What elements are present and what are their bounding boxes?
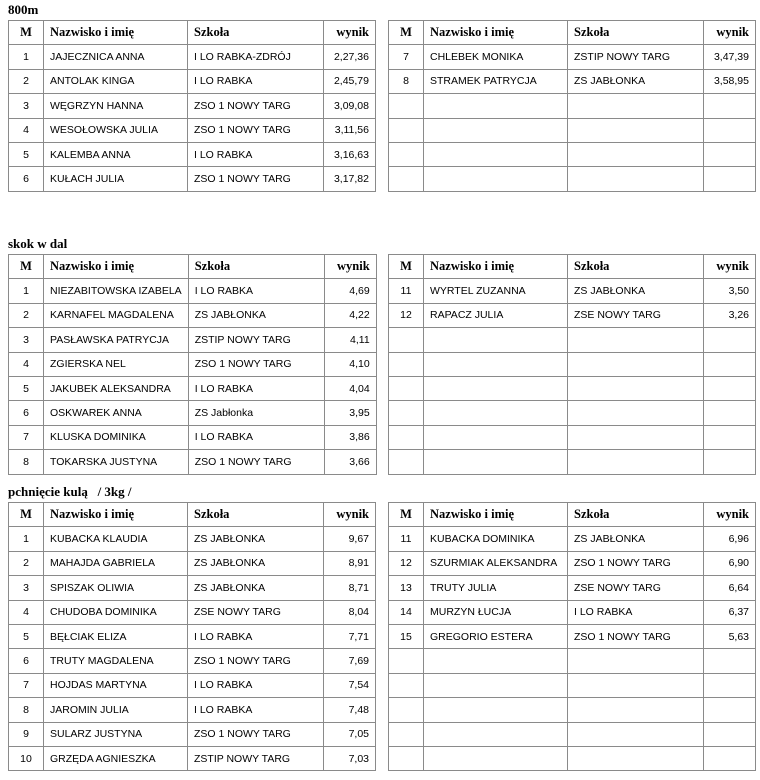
name-cell: CHUDOBA DOMINIKA (44, 600, 188, 624)
place-cell (389, 746, 424, 770)
column-header-name: Nazwisko i imię (424, 21, 568, 45)
name-cell: TOKARSKA JUSTYNA (44, 450, 189, 474)
name-cell: GRZĘDA AGNIESZKA (44, 746, 188, 770)
header-row (389, 255, 756, 279)
school-cell: I LO RABKA (188, 69, 324, 93)
table-row (389, 142, 756, 166)
result-cell: 7,03 (324, 746, 376, 770)
name-cell: KARNAFEL MAGDALENA (44, 303, 189, 327)
result-cell: 7,48 (324, 698, 376, 722)
school-cell: I LO RABKA (188, 376, 324, 400)
column-header-name: Nazwisko i imię (424, 503, 568, 527)
place-cell: 3 (9, 576, 44, 600)
place-cell: 2 (9, 551, 44, 575)
place-cell: 13 (389, 576, 424, 600)
name-cell: WYRTEL ZUZANNA (424, 279, 568, 303)
place-cell (389, 401, 424, 425)
table-row (9, 649, 376, 673)
result-cell: 4,22 (324, 303, 376, 327)
school-cell: I LO RABKA (188, 624, 324, 648)
place-cell: 5 (9, 624, 44, 648)
table-row (9, 450, 377, 474)
column-header-name: Nazwisko i imię (424, 255, 568, 279)
place-cell: 7 (9, 673, 44, 697)
result-cell: 4,04 (324, 376, 376, 400)
table-row (389, 450, 756, 474)
place-cell: 8 (9, 698, 44, 722)
table-row (389, 69, 756, 93)
name-cell: NIEZABITOWSKA IZABELA (44, 279, 189, 303)
column-header-school: Szkoła (188, 255, 324, 279)
table-row (389, 624, 756, 648)
result-cell (704, 142, 756, 166)
school-cell (568, 328, 704, 352)
name-cell: KUŁACH JULIA (44, 167, 188, 191)
table-row (389, 576, 756, 600)
school-cell: ZSE NOWY TARG (188, 600, 324, 624)
table-row (9, 94, 376, 118)
school-cell: ZSO 1 NOWY TARG (188, 352, 324, 376)
school-cell: I LO RABKA (568, 600, 704, 624)
place-cell (389, 698, 424, 722)
name-cell: GREGORIO ESTERA (424, 624, 568, 648)
table-row (389, 94, 756, 118)
result-cell: 6,64 (704, 576, 756, 600)
name-cell (424, 746, 568, 770)
name-cell (424, 722, 568, 746)
school-cell: ZS JABŁONKA (568, 527, 704, 551)
column-header-m: M (389, 21, 424, 45)
results-table-shot-put-left (8, 502, 376, 771)
table-row (9, 45, 376, 69)
column-header-name: Nazwisko i imię (44, 255, 189, 279)
school-cell (568, 673, 704, 697)
name-cell: MURZYN ŁUCJA (424, 600, 568, 624)
place-cell: 4 (9, 352, 44, 376)
table-row (9, 698, 376, 722)
name-cell (424, 167, 568, 191)
place-cell (389, 142, 424, 166)
name-cell (424, 649, 568, 673)
place-cell (389, 94, 424, 118)
column-header-school: Szkoła (568, 255, 704, 279)
result-cell: 6,90 (704, 551, 756, 575)
column-header-school: Szkoła (188, 21, 324, 45)
name-cell: WĘGRZYN HANNA (44, 94, 188, 118)
column-header-m: M (389, 255, 424, 279)
school-cell: ZSO 1 NOWY TARG (188, 167, 324, 191)
result-cell: 3,17,82 (324, 167, 376, 191)
table-row (9, 624, 376, 648)
place-cell: 14 (389, 600, 424, 624)
school-cell: ZSO 1 NOWY TARG (188, 118, 324, 142)
result-cell: 3,66 (324, 450, 376, 474)
name-cell: KLUSKA DOMINIKA (44, 425, 189, 449)
place-cell: 6 (9, 401, 44, 425)
name-cell: JAJECZNICA ANNA (44, 45, 188, 69)
name-cell: KUBACKA KLAUDIA (44, 527, 188, 551)
section-title-800m: 800m (8, 2, 39, 17)
place-cell: 5 (9, 376, 44, 400)
place-cell: 3 (9, 328, 44, 352)
result-cell (704, 118, 756, 142)
column-header-school: Szkoła (568, 21, 704, 45)
results-table-shot-put-right (388, 502, 756, 771)
results-table-800m-left (8, 20, 376, 192)
table-row (389, 600, 756, 624)
table-row (389, 118, 756, 142)
column-header-m: M (9, 255, 44, 279)
school-cell: ZSO 1 NOWY TARG (188, 450, 324, 474)
school-cell: ZSO 1 NOWY TARG (568, 551, 704, 575)
table-row (9, 425, 377, 449)
school-cell: ZS Jabłonka (188, 401, 324, 425)
name-cell: PASŁAWSKA PATRYCJA (44, 328, 189, 352)
name-cell (424, 352, 568, 376)
place-cell: 6 (9, 167, 44, 191)
school-cell: ZSE NOWY TARG (568, 576, 704, 600)
place-cell: 5 (9, 142, 44, 166)
header-row (9, 255, 377, 279)
table-row (9, 527, 376, 551)
place-cell: 8 (389, 69, 424, 93)
place-cell (389, 352, 424, 376)
place-cell (389, 167, 424, 191)
school-cell (568, 167, 704, 191)
table-row (9, 551, 376, 575)
place-cell: 1 (9, 279, 44, 303)
school-cell: ZSO 1 NOWY TARG (188, 94, 324, 118)
result-cell: 9,67 (324, 527, 376, 551)
table-row (389, 167, 756, 191)
school-cell (568, 142, 704, 166)
school-cell: ZSO 1 NOWY TARG (188, 722, 324, 746)
result-cell (704, 328, 756, 352)
name-cell: ANTOLAK KINGA (44, 69, 188, 93)
school-cell (568, 401, 704, 425)
table-row (9, 167, 376, 191)
name-cell: SZURMIAK ALEKSANDRA (424, 551, 568, 575)
result-cell: 3,16,63 (324, 142, 376, 166)
name-cell: JAKUBEK ALEKSANDRA (44, 376, 189, 400)
place-cell (389, 450, 424, 474)
column-header-name: Nazwisko i imię (44, 503, 188, 527)
header-row (9, 21, 376, 45)
column-header-school: Szkoła (568, 503, 704, 527)
school-cell: I LO RABKA (188, 698, 324, 722)
column-header-result: wynik (324, 255, 376, 279)
name-cell (424, 376, 568, 400)
school-cell: ZSTIP NOWY TARG (188, 328, 324, 352)
name-cell: TRUTY JULIA (424, 576, 568, 600)
result-cell: 2,45,79 (324, 69, 376, 93)
result-cell (704, 698, 756, 722)
place-cell: 11 (389, 279, 424, 303)
result-cell: 3,47,39 (704, 45, 756, 69)
place-cell: 2 (9, 69, 44, 93)
table-row (389, 279, 756, 303)
name-cell: JAROMIN JULIA (44, 698, 188, 722)
school-cell (568, 94, 704, 118)
place-cell: 10 (9, 746, 44, 770)
result-cell (704, 673, 756, 697)
result-cell (704, 167, 756, 191)
place-cell (389, 673, 424, 697)
school-cell: ZS JABŁONKA (568, 279, 704, 303)
place-cell (389, 649, 424, 673)
header-row (389, 21, 756, 45)
place-cell: 7 (9, 425, 44, 449)
column-header-school: Szkoła (188, 503, 324, 527)
column-header-m: M (9, 503, 44, 527)
school-cell (568, 352, 704, 376)
table-row (9, 600, 376, 624)
table-row (389, 698, 756, 722)
header-row (9, 503, 376, 527)
name-cell: TRUTY MAGDALENA (44, 649, 188, 673)
name-cell: OSKWAREK ANNA (44, 401, 189, 425)
name-cell: MAHAJDA GABRIELA (44, 551, 188, 575)
place-cell (389, 376, 424, 400)
name-cell (424, 94, 568, 118)
table-row (389, 527, 756, 551)
table-row (9, 673, 376, 697)
section-title-shot-put: pchnięcie kulą / 3kg / (8, 484, 132, 499)
name-cell: WESOŁOWSKA JULIA (44, 118, 188, 142)
school-cell (568, 746, 704, 770)
result-cell (704, 376, 756, 400)
result-cell: 3,86 (324, 425, 376, 449)
place-cell: 4 (9, 600, 44, 624)
place-cell: 1 (9, 527, 44, 551)
place-cell: 4 (9, 118, 44, 142)
results-table-long-jump-right (388, 254, 756, 475)
column-header-result: wynik (704, 255, 756, 279)
table-row (389, 352, 756, 376)
result-cell: 6,37 (704, 600, 756, 624)
school-cell: I LO RABKA (188, 142, 324, 166)
table-row (389, 551, 756, 575)
place-cell: 12 (389, 303, 424, 327)
name-cell: STRAMEK PATRYCJA (424, 69, 568, 93)
table-row (9, 401, 377, 425)
result-cell: 5,63 (704, 624, 756, 648)
result-cell: 8,71 (324, 576, 376, 600)
school-cell: ZSO 1 NOWY TARG (188, 649, 324, 673)
place-cell: 12 (389, 551, 424, 575)
school-cell (568, 118, 704, 142)
table-row (389, 303, 756, 327)
result-cell (704, 401, 756, 425)
table-row (9, 328, 377, 352)
school-cell: ZS JABŁONKA (568, 69, 704, 93)
result-cell: 3,50 (704, 279, 756, 303)
place-cell: 2 (9, 303, 44, 327)
column-header-name: Nazwisko i imię (44, 21, 188, 45)
result-cell (704, 352, 756, 376)
table-row (389, 425, 756, 449)
name-cell: HOJDAS MARTYNA (44, 673, 188, 697)
name-cell: CHLEBEK MONIKA (424, 45, 568, 69)
school-cell: ZS JABŁONKA (188, 576, 324, 600)
table-row (389, 328, 756, 352)
table-row (9, 576, 376, 600)
table-row (9, 303, 377, 327)
school-cell: I LO RABKA (188, 673, 324, 697)
place-cell: 6 (9, 649, 44, 673)
place-cell: 15 (389, 624, 424, 648)
name-cell (424, 450, 568, 474)
school-cell: ZS JABŁONKA (188, 527, 324, 551)
result-cell: 8,04 (324, 600, 376, 624)
table-row (9, 142, 376, 166)
table-row (389, 401, 756, 425)
name-cell (424, 673, 568, 697)
table-row (9, 352, 377, 376)
school-cell: I LO RABKA (188, 279, 324, 303)
name-cell: KALEMBA ANNA (44, 142, 188, 166)
table-row (389, 376, 756, 400)
school-cell (568, 376, 704, 400)
result-cell: 3,26 (704, 303, 756, 327)
school-cell (568, 450, 704, 474)
table-row (9, 69, 376, 93)
result-cell (704, 722, 756, 746)
table-row (389, 649, 756, 673)
column-header-result: wynik (324, 21, 376, 45)
result-cell: 4,10 (324, 352, 376, 376)
name-cell (424, 425, 568, 449)
table-row (9, 279, 377, 303)
school-cell: ZSTIP NOWY TARG (188, 746, 324, 770)
result-cell (704, 746, 756, 770)
school-cell: I LO RABKA (188, 425, 324, 449)
column-header-result: wynik (704, 503, 756, 527)
school-cell (568, 698, 704, 722)
place-cell: 9 (9, 722, 44, 746)
name-cell (424, 328, 568, 352)
place-cell (389, 425, 424, 449)
column-header-result: wynik (324, 503, 376, 527)
result-cell: 3,95 (324, 401, 376, 425)
result-cell: 7,05 (324, 722, 376, 746)
name-cell: KUBACKA DOMINIKA (424, 527, 568, 551)
table-row (389, 722, 756, 746)
column-header-m: M (389, 503, 424, 527)
column-header-result: wynik (704, 21, 756, 45)
name-cell: RAPACZ JULIA (424, 303, 568, 327)
result-cell: 6,96 (704, 527, 756, 551)
name-cell (424, 401, 568, 425)
name-cell: SULARZ JUSTYNA (44, 722, 188, 746)
result-cell: 4,11 (324, 328, 376, 352)
result-cell (704, 425, 756, 449)
result-cell: 3,58,95 (704, 69, 756, 93)
table-row (9, 376, 377, 400)
school-cell (568, 722, 704, 746)
place-cell: 8 (9, 450, 44, 474)
place-cell: 1 (9, 45, 44, 69)
result-cell (704, 649, 756, 673)
result-cell: 7,54 (324, 673, 376, 697)
table-row (389, 45, 756, 69)
result-cell (704, 94, 756, 118)
place-cell: 3 (9, 94, 44, 118)
place-cell: 7 (389, 45, 424, 69)
place-cell (389, 118, 424, 142)
place-cell (389, 328, 424, 352)
name-cell (424, 698, 568, 722)
school-cell: I LO RABKA-ZDRÓJ (188, 45, 324, 69)
result-cell (704, 450, 756, 474)
table-row (9, 746, 376, 770)
school-cell: ZSTIP NOWY TARG (568, 45, 704, 69)
name-cell: ZGIERSKA NEL (44, 352, 189, 376)
results-table-800m-right (388, 20, 756, 192)
school-cell (568, 649, 704, 673)
column-header-m: M (9, 21, 44, 45)
name-cell (424, 142, 568, 166)
name-cell: SPISZAK OLIWIA (44, 576, 188, 600)
school-cell: ZSO 1 NOWY TARG (568, 624, 704, 648)
school-cell: ZSE NOWY TARG (568, 303, 704, 327)
result-cell: 2,27,36 (324, 45, 376, 69)
result-cell: 4,69 (324, 279, 376, 303)
section-title-long-jump: skok w dal (8, 236, 68, 251)
table-row (9, 118, 376, 142)
results-table-long-jump-left (8, 254, 377, 475)
result-cell: 7,71 (324, 624, 376, 648)
table-row (389, 673, 756, 697)
school-cell (568, 425, 704, 449)
name-cell: BĘŁCIAK ELIZA (44, 624, 188, 648)
table-row (9, 722, 376, 746)
result-cell: 3,11,56 (324, 118, 376, 142)
result-cell: 3,09,08 (324, 94, 376, 118)
place-cell (389, 722, 424, 746)
header-row (389, 503, 756, 527)
table-row (389, 746, 756, 770)
place-cell: 11 (389, 527, 424, 551)
name-cell (424, 118, 568, 142)
school-cell: ZS JABŁONKA (188, 551, 324, 575)
school-cell: ZS JABŁONKA (188, 303, 324, 327)
result-cell: 7,69 (324, 649, 376, 673)
result-cell: 8,91 (324, 551, 376, 575)
